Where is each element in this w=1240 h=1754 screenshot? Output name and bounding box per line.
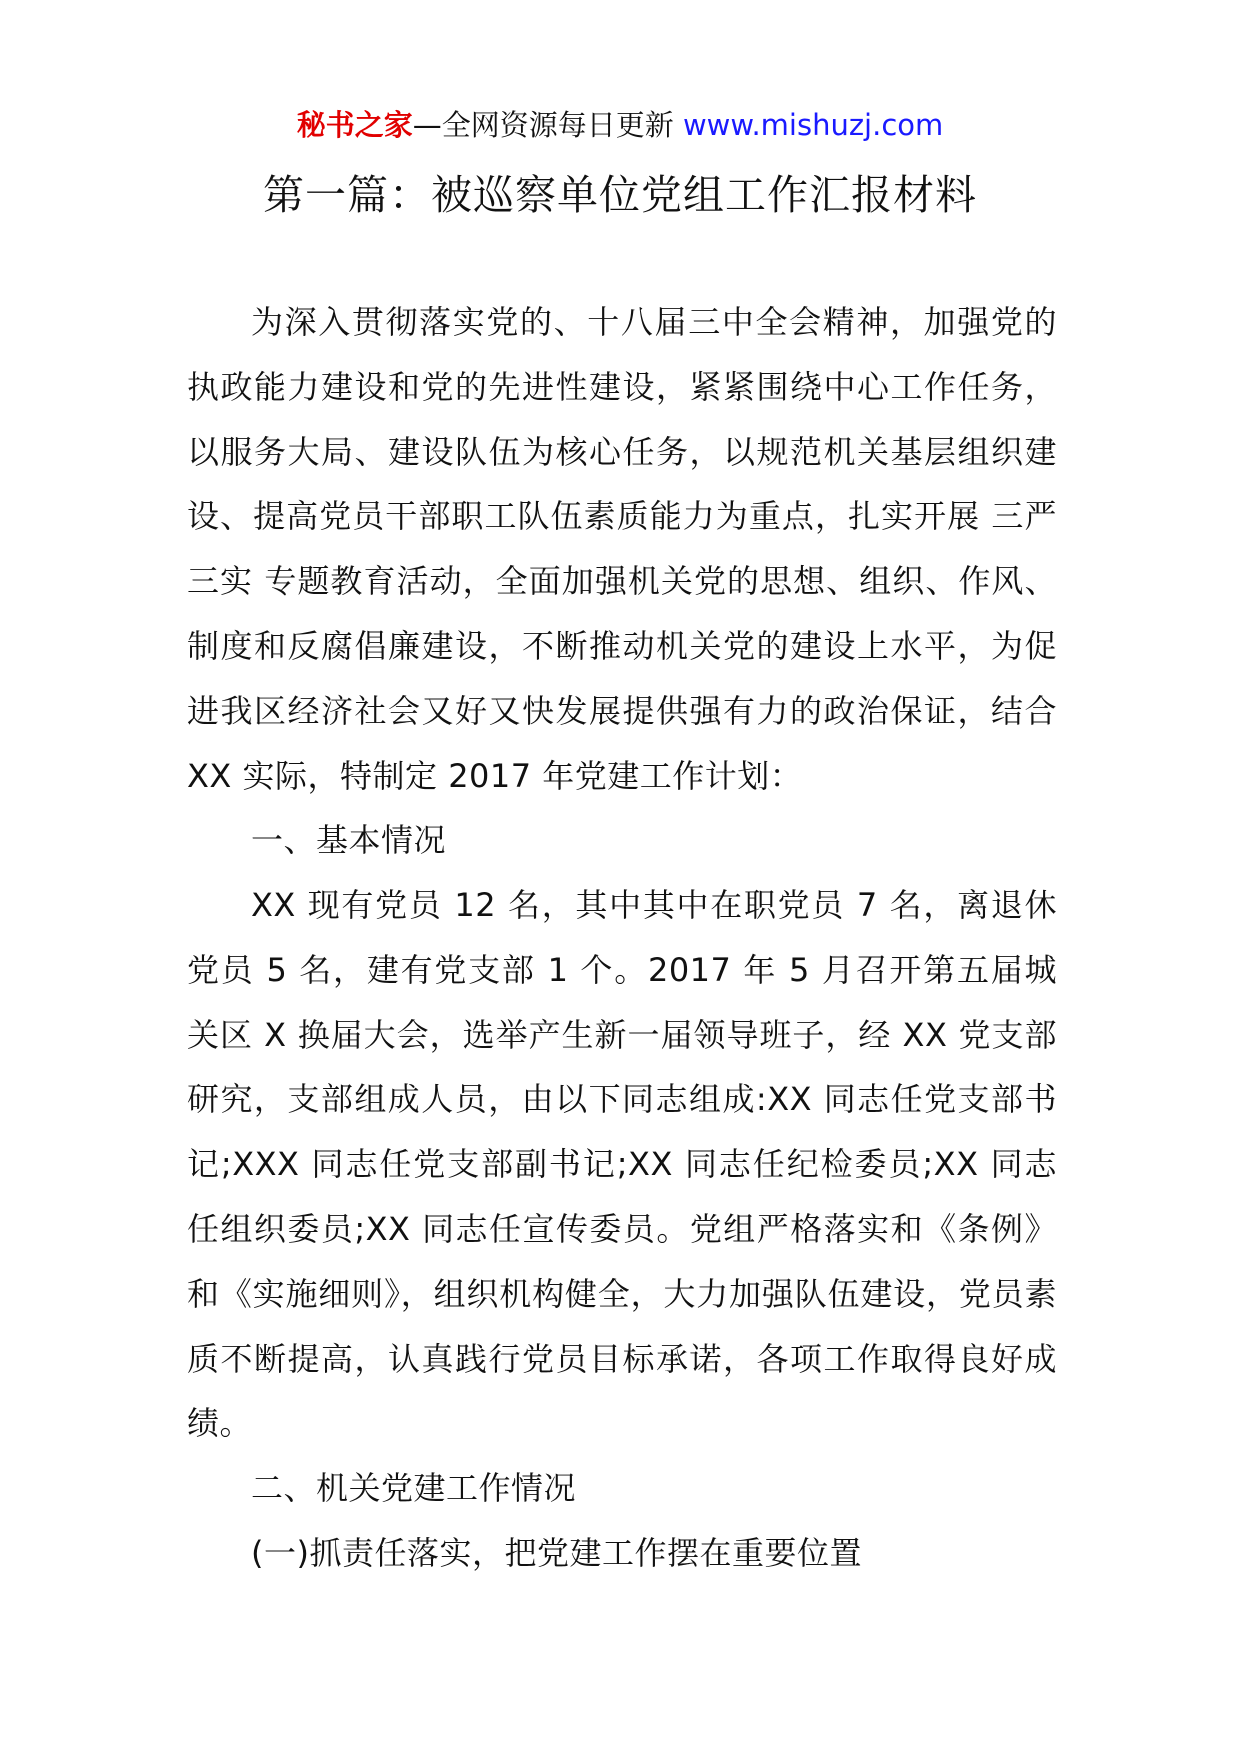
heading-text: 一、基本情况 <box>251 821 447 859</box>
heading-text: 二、机关党建工作情况 <box>251 1469 577 1507</box>
paragraph-text: 为深入贯彻落实党的、十八届三中全会精神，加强党的执政能力建设和党的先进性建设，紧紧围绕中心工作任务，以服务大局、建设队伍为核心任务，以规范机关基层组织建设、提高党员干部职工队伍素质能力为重点，扎实开展 三严三实 专题教育活动，全面加强机关党的思想、组织、作风、制度和反腐倡廉建设，不断推动机关党的建设上水平，为促进我区经济社会又好又快发展提供强有力的政治保证，结合 XX 实际，特制定 2017 年党建工作计划： <box>187 303 1057 795</box>
paragraph-text: XX 现有党员 12 名，其中其中在职党员 7 名，离退休党员 5 名，建有党支部 1 个。2017 年 5 月召开第五届城关区 X 换届大会，选举产生新一届领导班子，经 XX 党支部研究，支部组成人员，由以下同志组成:XX 同志任党支部书记;XXX 同志任党支部副书记;XX 同志任纪检委员;XX 同志任组织委员;XX 同志任宣传委员。党组严格落实和《条例》和《实施细则》，组织机构健全，大力加强队伍建设，党员素质不断提高，认真践行党员目标承诺，各项工作取得良好成绩。 <box>187 886 1057 1443</box>
document-title: 第一篇：被巡察单位党组工作汇报材料 <box>263 171 977 219</box>
brand-name: 秘书之家 <box>296 108 413 142</box>
header-tagline: —全网资源每日更新 <box>412 108 683 142</box>
subsection-heading-responsibility <box>187 1521 1057 1586</box>
section-heading-basic-situation <box>187 808 1057 873</box>
site-url: www.mishuzj.com <box>682 108 944 142</box>
heading-text: (一)抓责任落实，把党建工作摆在重要位置 <box>251 1534 862 1572</box>
section-heading-party-building <box>187 1456 1057 1521</box>
site-header <box>0 103 1240 147</box>
body-paragraph-intro <box>187 290 1057 808</box>
body-paragraph-basic-situation <box>187 873 1057 1456</box>
